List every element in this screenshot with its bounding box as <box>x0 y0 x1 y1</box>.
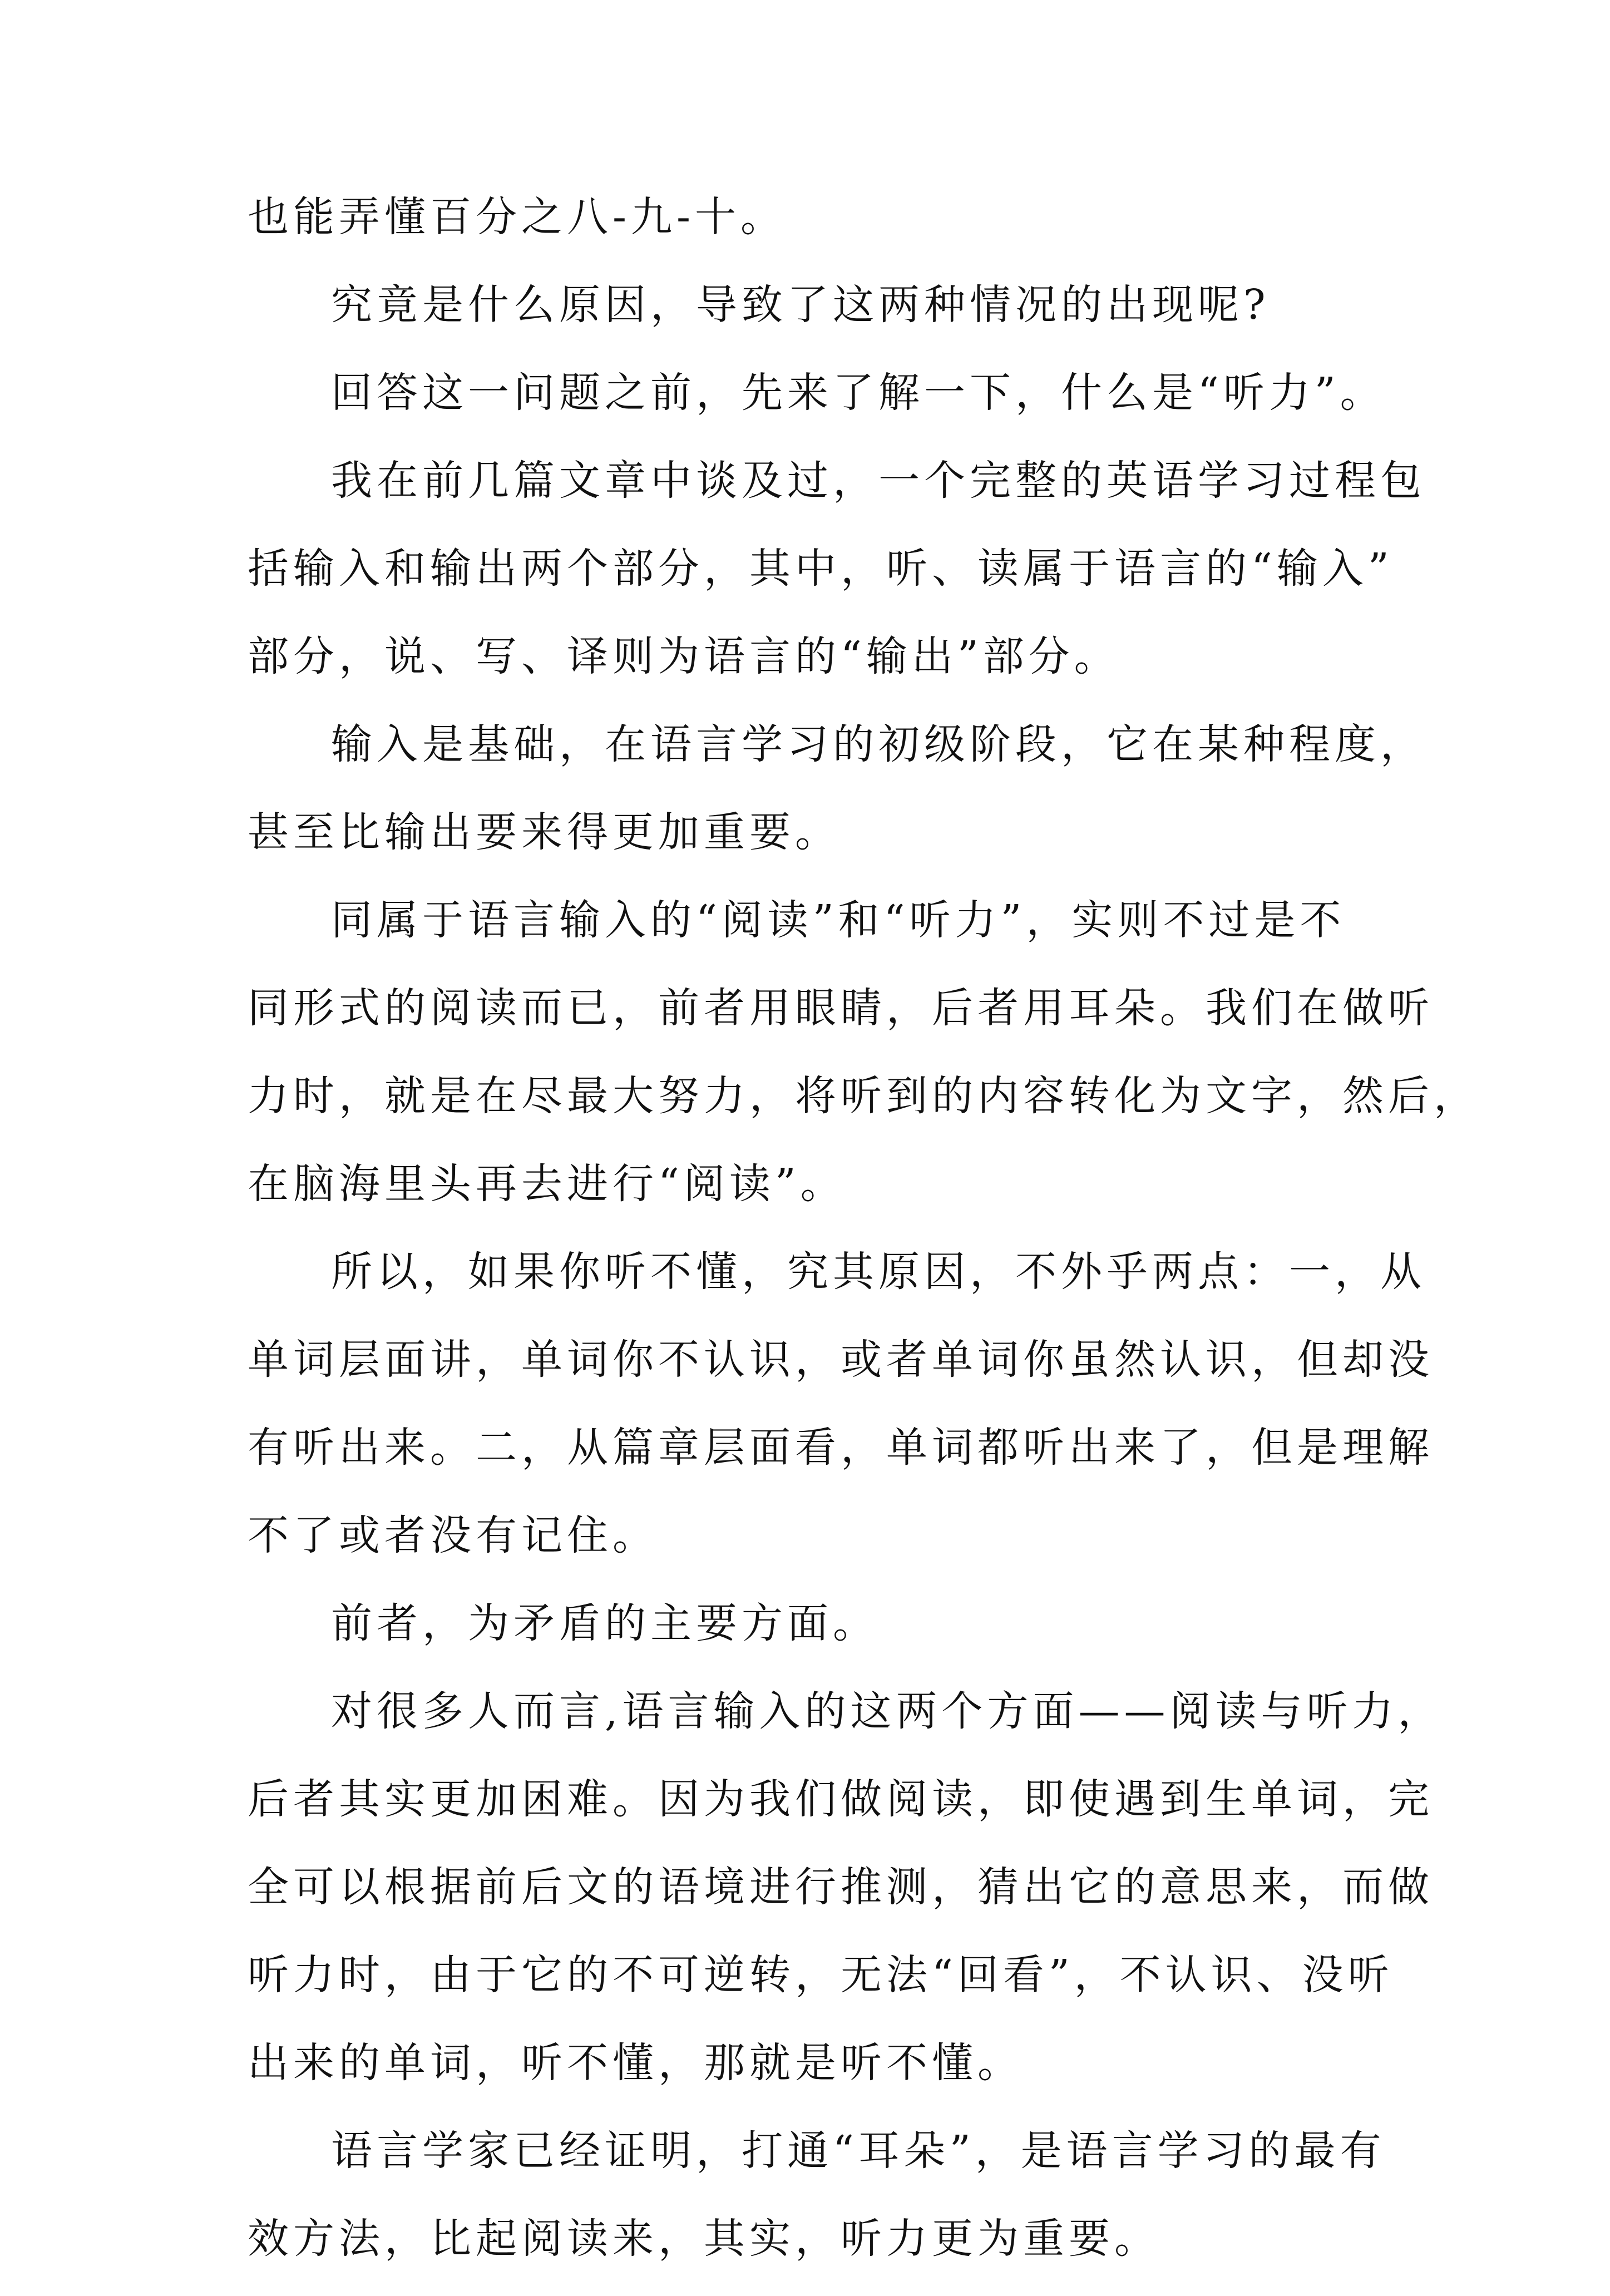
text-line: 部分，说、写、译则为语言的“输出”部分。 <box>248 633 1120 680</box>
text-line: 单词层面讲，单词你不认识，或者单词你虽然认识，但却没 <box>248 1336 1434 1384</box>
text-line: 对很多人而言,语言输入的这两个方面——阅读与听力， <box>331 1687 1444 1735</box>
text-line: 在脑海里头再去进行“阅读”。 <box>248 1160 846 1208</box>
text-line: 也能弄懂百分之八-九-十。 <box>248 193 787 241</box>
text-line: 输入是基础，在语言学习的初级阶段，它在某种程度， <box>331 720 1426 768</box>
text-line: 全可以根据前后文的语境进行推测，猜出它的意思来，而做 <box>248 1863 1434 1911</box>
text-line: 前者，为矛盾的主要方面。 <box>331 1599 878 1647</box>
text-line: 回答这一问题之前，先来了解一下，什么是“听力”。 <box>331 369 1386 417</box>
text-line: 力时，就是在尽最大努力，将听到的内容转化为文字，然后， <box>248 1072 1479 1120</box>
text-line: 不了或者没有记住。 <box>248 1512 658 1559</box>
text-line: 我在前几篇文章中谈及过，一个完整的英语学习过程包 <box>331 457 1426 505</box>
text-line: 后者其实更加困难。因为我们做阅读，即使遇到生单词，完 <box>248 1775 1434 1823</box>
text-line: 语言学家已经证明，打通“耳朵”，是语言学习的最有 <box>331 2127 1386 2175</box>
text-line: 甚至比输出要来得更加重要。 <box>248 808 841 856</box>
text-line: 所以，如果你听不懂，究其原因，不外乎两点：一，从 <box>331 1248 1426 1296</box>
text-line: 究竟是什么原因，导致了这两种情况的出现呢? <box>331 281 1270 329</box>
text-line: 同属于语言输入的“阅读”和“听力”，实则不过是不 <box>331 896 1346 944</box>
text-line: 有听出来。二，从篇章层面看，单词都听出来了，但是理解 <box>248 1424 1434 1472</box>
text-line: 效方法，比起阅读来，其实，听力更为重要。 <box>248 2215 1160 2263</box>
text-line: 同形式的阅读而已，前者用眼睛，后者用耳朵。我们在做听 <box>248 984 1434 1032</box>
text-line: 括输入和输出两个部分，其中，听、读属于语言的“输入” <box>248 545 1394 592</box>
text-line: 听力时，由于它的不可逆转，无法“回看”，不认识、没听 <box>248 1951 1394 1999</box>
text-line: 出来的单词，听不懂，那就是听不懂。 <box>248 2039 1023 2087</box>
body-text <box>248 186 1479 2296</box>
